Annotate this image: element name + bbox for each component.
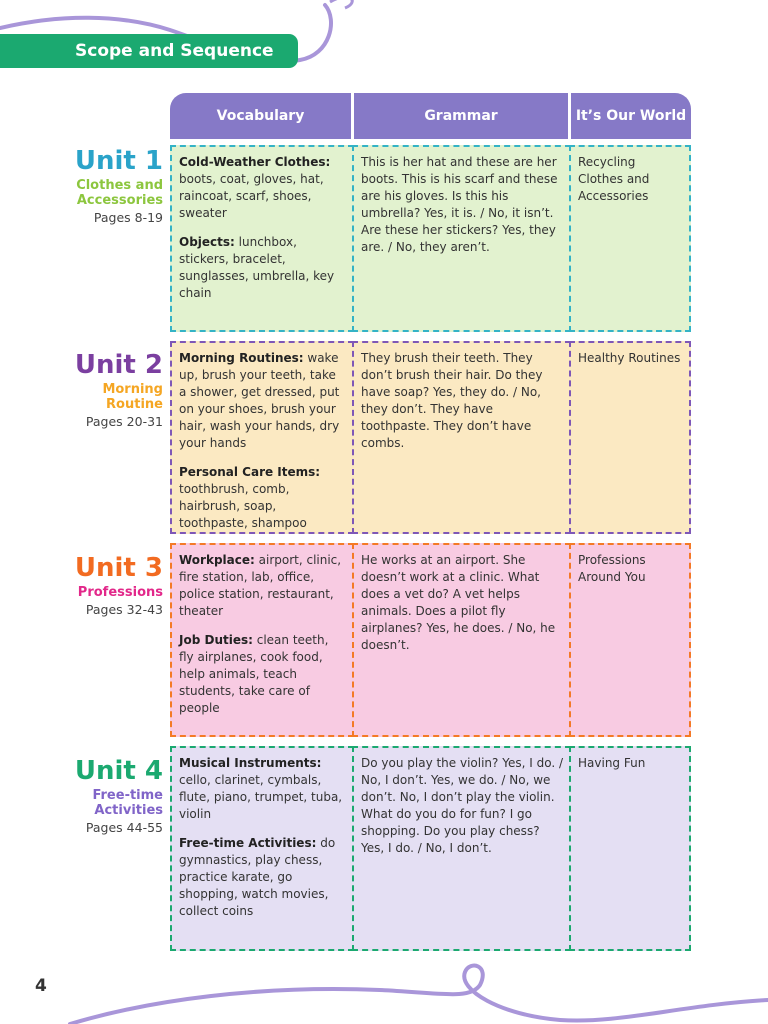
unit-pages: Pages 32-43 <box>85 602 163 617</box>
page-number: 4 <box>35 976 47 996</box>
header-grammar: Grammar <box>354 93 568 139</box>
unit-4-label <box>43 756 163 836</box>
grammar-cell: They brush their teeth. They don’t brush their hair. Do they have soap? Yes, they do. / No, they don’t. They have toothpaste. They don’t have combs. <box>352 341 571 534</box>
vocabulary-cell <box>170 746 354 951</box>
vocab-items: do gymnastics, play chess, practice karate, go shopping, watch movies, collect coins <box>179 836 336 918</box>
vocab-group <box>179 552 346 620</box>
vocab-items: wake up, brush your teeth, take a shower, get dressed, put on your shoes, brush your hair, wash your hands, dry your hands <box>179 351 340 450</box>
vocab-label: Job Duties: <box>179 633 253 647</box>
world-cell: Recycling Clothes and Accessories <box>569 145 691 332</box>
vocab-label: Free-time Activities: <box>179 836 317 850</box>
vocab-items: airport, clinic, fire station, lab, office, police station, restaurant, theater <box>179 553 342 618</box>
vocab-group <box>179 234 346 302</box>
world-cell: Professions Around You <box>569 543 691 737</box>
vocab-label: Workplace: <box>179 553 255 567</box>
vocab-group <box>179 632 346 717</box>
unit-title: Unit 2 <box>74 350 163 380</box>
unit-1-label <box>43 146 163 226</box>
unit-pages: Pages 20-31 <box>85 414 163 429</box>
unit-1-row <box>170 145 691 332</box>
unit-2-row <box>170 341 691 534</box>
vocab-label: Musical Instruments: <box>179 756 322 770</box>
unit-pages: Pages 44-55 <box>85 820 163 835</box>
vocab-label: Morning Routines: <box>179 351 304 365</box>
vocab-group <box>179 835 346 920</box>
unit-title: Unit 1 <box>74 146 163 176</box>
vocab-group <box>179 350 346 452</box>
vocab-group <box>179 464 346 532</box>
vocab-group <box>179 755 346 823</box>
vocab-items: clean teeth, fly airplanes, cook food, help animals, teach students, take care of people <box>179 633 329 715</box>
unit-topic: Free-time Activities <box>92 788 163 818</box>
world-cell: Healthy Routines <box>569 341 691 534</box>
vocabulary-cell <box>170 145 354 332</box>
vocab-label: Personal Care Items: <box>179 465 321 479</box>
vocab-items: toothbrush, comb, hairbrush, soap, toothpaste, shampoo <box>179 482 307 530</box>
unit-3-label <box>43 553 163 618</box>
vocab-items: boots, coat, gloves, hat, raincoat, scarf, shoes, sweater <box>179 172 324 220</box>
unit-title: Unit 3 <box>74 553 163 583</box>
vocab-group <box>179 154 346 222</box>
world-cell: Having Fun <box>569 746 691 951</box>
unit-topic: Professions <box>77 585 163 600</box>
unit-2-label <box>43 350 163 430</box>
grammar-cell: He works at an airport. She doesn’t work at a clinic. What does a vet do? A vet helps animals. Does a pilot fly airplanes? Yes, he does. / No, he doesn’t. <box>352 543 571 737</box>
vocabulary-cell <box>170 543 354 737</box>
unit-3-row <box>170 543 691 737</box>
vocabulary-cell <box>170 341 354 534</box>
vocab-label: Objects: <box>179 235 235 249</box>
vocab-label: Cold-Weather Clothes: <box>179 155 331 169</box>
section-title-banner: Scope and Sequence <box>0 34 298 68</box>
header-its-our-world: It’s Our World <box>571 93 691 139</box>
unit-topic: Morning Routine <box>102 382 163 412</box>
grammar-cell: Do you play the violin? Yes, I do. / No, I don’t. Yes, we do. / No, we don’t. No, I don’t play the violin. What do you do for fun? I go shopping. Do you play chess? Yes, I do. / No, I don’t. <box>352 746 571 951</box>
vocab-items: cello, clarinet, cymbals, flute, piano, trumpet, tuba, violin <box>179 773 343 821</box>
vocab-items: lunchbox, stickers, bracelet, sunglasses, umbrella, key chain <box>179 235 335 300</box>
unit-pages: Pages 8-19 <box>93 210 163 225</box>
unit-topic: Clothes and Accessories <box>76 178 163 208</box>
header-vocabulary: Vocabulary <box>170 93 351 139</box>
unit-4-row <box>170 746 691 951</box>
unit-title: Unit 4 <box>74 756 163 786</box>
grammar-cell: This is her hat and these are her boots. This is his scarf and these are his gloves. Is this his umbrella? Yes, it is. / No, it isn’t. Are these her stickers? Yes, they are. / No, they aren’t. <box>352 145 571 332</box>
